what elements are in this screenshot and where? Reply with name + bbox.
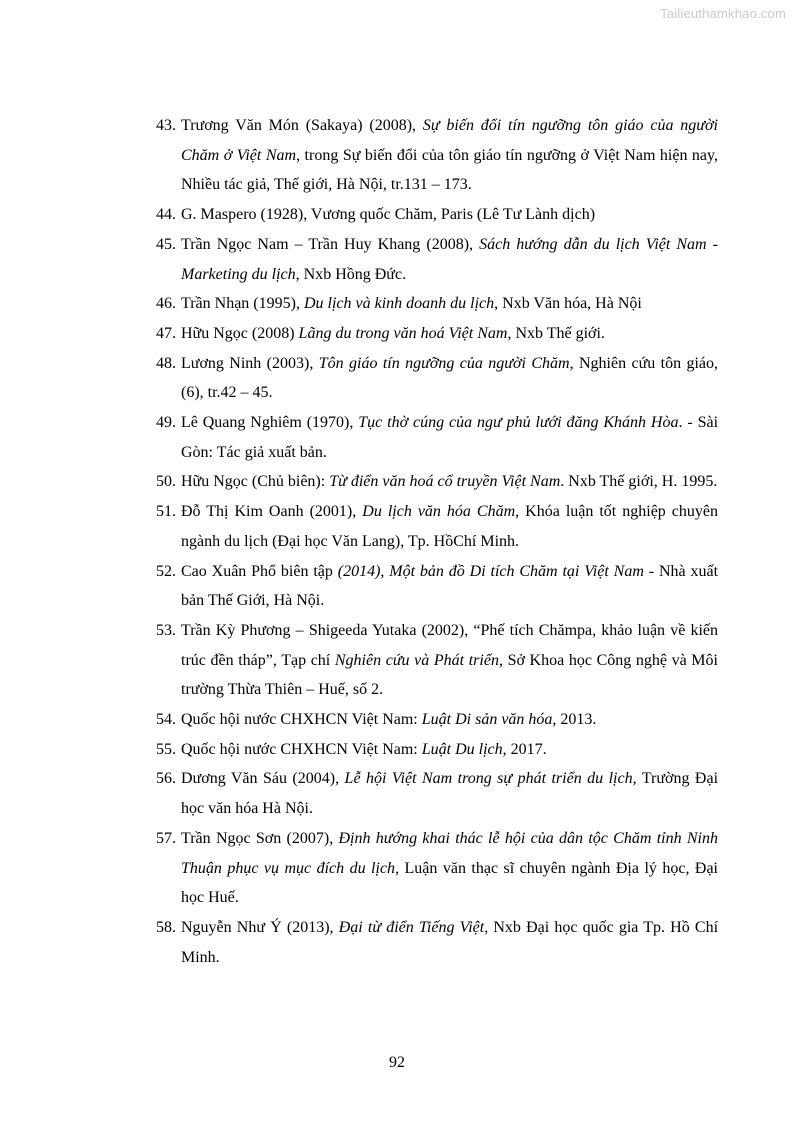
reference-text-segment: Trương Văn Món (Sakaya) (2008), <box>181 117 423 134</box>
reference-item <box>150 764 718 823</box>
reference-text-segment: Nguyễn Như Ý (2013), <box>181 918 339 936</box>
reference-text-segment: Hữu Ngọc (Chủ biên): <box>181 473 330 491</box>
reference-text-segment: Cao Xuân Phổ biên tập <box>181 562 338 580</box>
reference-text-segment: , Sở Khoa học Công nghệ và Môi trường Thừa Thiên – Huế, số 2. <box>181 651 718 699</box>
reference-text <box>181 770 718 817</box>
reference-title-italic: Từ điển văn hoá cổ truyền Việt Nam <box>329 473 561 491</box>
reference-title-italic: Sách hướng dẫn du lịch Việt Nam - Marketing du lịch <box>181 235 718 283</box>
reference-item <box>150 705 718 735</box>
reference-title-italic: Nghiên cứu và Phát triển <box>334 651 499 669</box>
reference-text <box>181 295 642 312</box>
reference-title-italic: Du lịch văn hóa Chăm, <box>362 503 520 521</box>
reference-text-segment: , Nghiên cứu tôn giáo, (6), tr.42 – 45. <box>181 354 719 402</box>
reference-text-segment: , Nxb Văn hóa, Hà Nội <box>494 295 642 313</box>
reference-text-segment: G. Maspero (1928), Vương quốc Chăm, Paris (Lê Tư Lành dịch) <box>181 206 596 224</box>
reference-number: 57. <box>156 829 176 847</box>
reference-text-segment: Trần Ngọc Nam – Trần Huy Khang (2008), <box>181 235 480 253</box>
reference-text <box>181 236 718 283</box>
reference-text-segment: Hữu Ngọc (2008) <box>181 324 299 342</box>
reference-item <box>150 735 718 765</box>
reference-item <box>150 289 718 319</box>
reference-text-segment: , <box>380 562 390 580</box>
reference-item <box>150 230 718 289</box>
reference-title-italic: Du lịch và kinh doanh du lịch <box>303 295 495 313</box>
reference-item <box>150 408 718 467</box>
reference-text <box>181 206 595 223</box>
reference-text-segment: , Nxb Đại học quốc gia Tp. Hồ Chí Minh. <box>181 918 719 966</box>
reference-number: 53. <box>156 621 176 639</box>
reference-text-segment: Đỗ Thị Kim Oanh (2001), <box>181 503 363 521</box>
reference-text-segment: , Luận văn thạc sĩ chuyên ngành Địa lý học, Đại học Huế. <box>181 859 719 907</box>
reference-title-italic: Tôn giáo tín ngưỡng của người Chăm <box>318 354 570 372</box>
reference-title-italic: Một bản đồ Di tích Chăm tại Việt Nam <box>389 562 644 580</box>
reference-text-segment: , trong Sự biến đổi của tôn giáo tín ngưỡng ở Việt Nam hiện nay, Nhiều tác giả, Thế giới, Hà Nội, tr.131 – 173. <box>181 146 718 194</box>
reference-text <box>181 325 605 342</box>
reference-text-segment: Dương Văn Sáu (2004), <box>181 770 345 788</box>
reference-text-segment: Trần Ngọc Sơn (2007), <box>181 829 339 847</box>
reference-text-segment: . - Sài Gòn: Tác giả xuất bản. <box>181 414 719 461</box>
reference-item <box>150 616 718 705</box>
reference-text-segment: . Nxb Thế giới, H. 1995. <box>560 473 718 491</box>
reference-text-segment: , 2013. <box>552 711 597 729</box>
reference-text-segment: Khóa luận tốt nghiệp chuyên ngành du lịch (Đại học Văn Lang), Tp. HồChí Minh. <box>181 503 719 550</box>
reference-text <box>181 741 547 758</box>
reference-text-segment: , Nxb Hồng Đức. <box>295 265 407 283</box>
reference-text <box>181 711 596 728</box>
reference-text <box>181 563 718 610</box>
reference-number: 47. <box>156 324 176 342</box>
reference-text <box>181 919 718 966</box>
reference-text-segment: , 2017. <box>502 740 547 758</box>
reference-text-segment: , Nxb Thế giới. <box>507 324 605 342</box>
reference-text-segment: Trần Nhạn (1995), <box>181 295 304 313</box>
reference-text-segment: Quốc hội nước CHXHCN Việt Nam: <box>181 711 422 729</box>
reference-text <box>181 830 718 906</box>
reference-number: 50. <box>156 473 176 491</box>
reference-title-italic: Đại từ điển Tiếng Việt <box>338 918 485 936</box>
reference-title-italic: Định hướng khai thác lễ hội của dân tộc Chăm tỉnh Ninh Thuận phục vụ mục đích du lịch <box>181 829 718 877</box>
reference-title-italic: Sự biến đổi tín ngưỡng tôn giáo của người Chăm ở Việt Nam <box>181 117 719 164</box>
watermark-text: Tailieuthamkhao.com <box>660 6 786 21</box>
reference-title-italic: (2014) <box>337 562 381 580</box>
reference-number: 51. <box>156 503 176 521</box>
reference-text <box>181 117 718 193</box>
reference-item <box>150 824 718 913</box>
reference-number: 44. <box>156 206 176 224</box>
reference-text <box>181 414 718 461</box>
reference-number: 56. <box>156 770 176 788</box>
reference-item <box>150 467 718 497</box>
reference-item <box>150 913 718 972</box>
reference-list <box>150 111 718 972</box>
reference-text-segment: Quốc hội nước CHXHCN Việt Nam: <box>181 740 422 758</box>
reference-text-segment: Lê Quang Nghiêm (1970), <box>181 414 359 432</box>
reference-item <box>150 557 718 616</box>
reference-number: 48. <box>156 354 176 372</box>
reference-item <box>150 497 718 556</box>
reference-title-italic: Lãng du trong văn hoá Việt Nam <box>298 324 508 342</box>
reference-text <box>181 473 717 490</box>
reference-number: 54. <box>156 711 176 729</box>
reference-item <box>150 200 718 230</box>
reference-title-italic: Lễ hội Việt Nam trong sự phát triển du lịch <box>344 770 633 788</box>
page-number: 92 <box>389 1054 405 1071</box>
reference-number: 46. <box>156 295 176 313</box>
reference-number: 43. <box>156 117 176 134</box>
reference-item <box>150 319 718 349</box>
reference-number: 55. <box>156 740 176 758</box>
reference-number: 49. <box>156 414 176 432</box>
reference-title-italic: Luật Du lịch <box>421 740 503 758</box>
reference-text <box>181 503 718 550</box>
reference-number: 45. <box>156 235 176 253</box>
reference-text <box>181 622 718 698</box>
reference-text-segment: - Nhà xuất bản Thế Giới, Hà Nội. <box>181 562 719 610</box>
reference-number: 52. <box>156 562 176 580</box>
reference-title-italic: Luật Di sản văn hóa <box>421 711 553 729</box>
reference-item <box>150 349 718 408</box>
reference-text-segment: , Trường Đại học văn hóa Hà Nội. <box>181 770 719 818</box>
reference-text-segment: Lương Ninh (2003), <box>181 354 319 372</box>
reference-text <box>181 355 718 402</box>
reference-number: 58. <box>156 918 176 936</box>
reference-title-italic: Tục thờ cúng của ngư phủ lưới đăng Khánh Hòa <box>358 414 679 432</box>
reference-text-segment: Trần Kỳ Phương – Shigeeda Yutaka (2002), “Phế tích Chămpa, khảo luận về kiến trúc đền tháp”, Tạp chí <box>181 621 718 669</box>
reference-item <box>150 111 718 200</box>
